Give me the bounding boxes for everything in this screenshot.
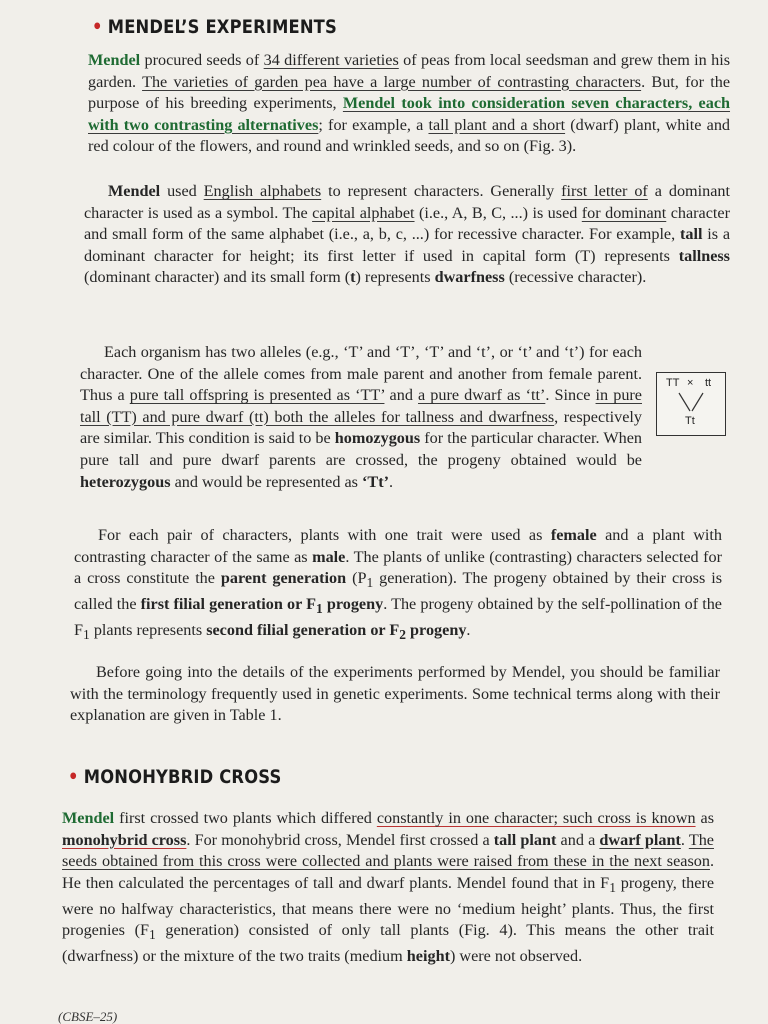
cross-parent-dwarf: tt bbox=[705, 377, 712, 389]
cross-offspring: Tt bbox=[685, 415, 695, 427]
paragraph-terminology: Before going into the details of the experiments performed by Mendel, you should be familiar with the terminology frequently used in genetic experiments. Some technical terms along with their explanation are given in Table 1. bbox=[70, 663, 720, 725]
page-footer-code: (CBSE–25) bbox=[58, 1009, 118, 1024]
bullet-icon: • bbox=[92, 16, 103, 38]
paragraph-seeds-varieties: Mendel procured seeds of 34 different varieties of peas from local seedsman and grew them in his garden. The varieties of garden pea have a large number of contrasting characters. But, for the purpose of his breeding experiments, Mendel took into consideration seven characters, each with two contrasting alternatives; for example, a tall plant and a short (dwarf) plant, white and red colour of the flowers, and round and wrinkled seeds, and so on (Fig. 3). bbox=[88, 51, 731, 156]
cross-sign: × bbox=[687, 377, 694, 389]
paragraph-alphabet-symbols: Mendel used English alphabets to represent characters. Generally first letter of a dominant character is used as a symbol. The capital alphabet (i.e., A, B, C, ...) is used for dominant character and small form of the same alphabet (i.e., a, b, c, ...) for recessive character. For example, tall is a dominant character for height; its first letter if used in capital form (T) represents tallness (dominant character) and its small form (t) represents dwarfness (recessive character). bbox=[84, 182, 731, 287]
paragraph-monohybrid: Mendel first crossed two plants which differed constantly in one character; such cross is known as monohybrid cross. For monohybrid cross, Mendel first crossed a tall plant and a dwarf plant. The seeds obtained from this cross were collected and plants were raised from these in the next season. He then calculated the percentages of tall and dwarf plants. Mendel found that in $F_1$ progeny, there were no halfway characteristics, that means there were no ‘medium height’ plants. Thus, the first progenies ($F_1$ generation) consisted of only tall plants (Fig. 4). This means the other trait (dwarfness) or the mixture of the two traits (medium height) were not observed. bbox=[62, 809, 714, 966]
cross-parent-tall: TT bbox=[666, 377, 680, 389]
bullet-icon: • bbox=[68, 766, 79, 788]
section-heading-text: MENDEL’S EXPERIMENTS bbox=[107, 16, 337, 38]
cross-diagram-box bbox=[656, 372, 726, 436]
section-heading-text: MONOHYBRID CROSS bbox=[83, 766, 282, 788]
paragraph-parent-generation: For each pair of characters, plants with one trait were used as female and a plant with contrasting character of the same as male. The plants of unlike (contrasting) characters selected for a cross constitute the parent generation ($P_1$ generation). The progeny obtained by their cross is called the first filial generation or $F_1$ progeny. The progeny obtained by the self-pollination of the $F_1$ plants represents second filial generation or $F_2$ progeny. bbox=[74, 526, 723, 643]
section-heading-mendels-experiments bbox=[92, 16, 337, 38]
paragraph-alleles-part1: Each organism has two alleles (e.g., ‘T’ and ‘T’, ‘T’ and ‘t’, or ‘t’ and ‘t’) for each character. One of the allele comes from male parent and another from female parent. Thus a pure tall offspring is presented as ‘TT’ and a pure dwarf as ‘tt’. Since in pure tall (TT) and pure dwarf (tt) both the alleles for tallness and dwarfness, respectively are similar. This condition is said to be homozygous for the particular character. When pure tall and pure dwarf parents are crossed, the progeny obtained would be heterozygous and would be represented as ‘Tt’. bbox=[80, 343, 642, 491]
section-heading-monohybrid-cross bbox=[68, 766, 281, 788]
